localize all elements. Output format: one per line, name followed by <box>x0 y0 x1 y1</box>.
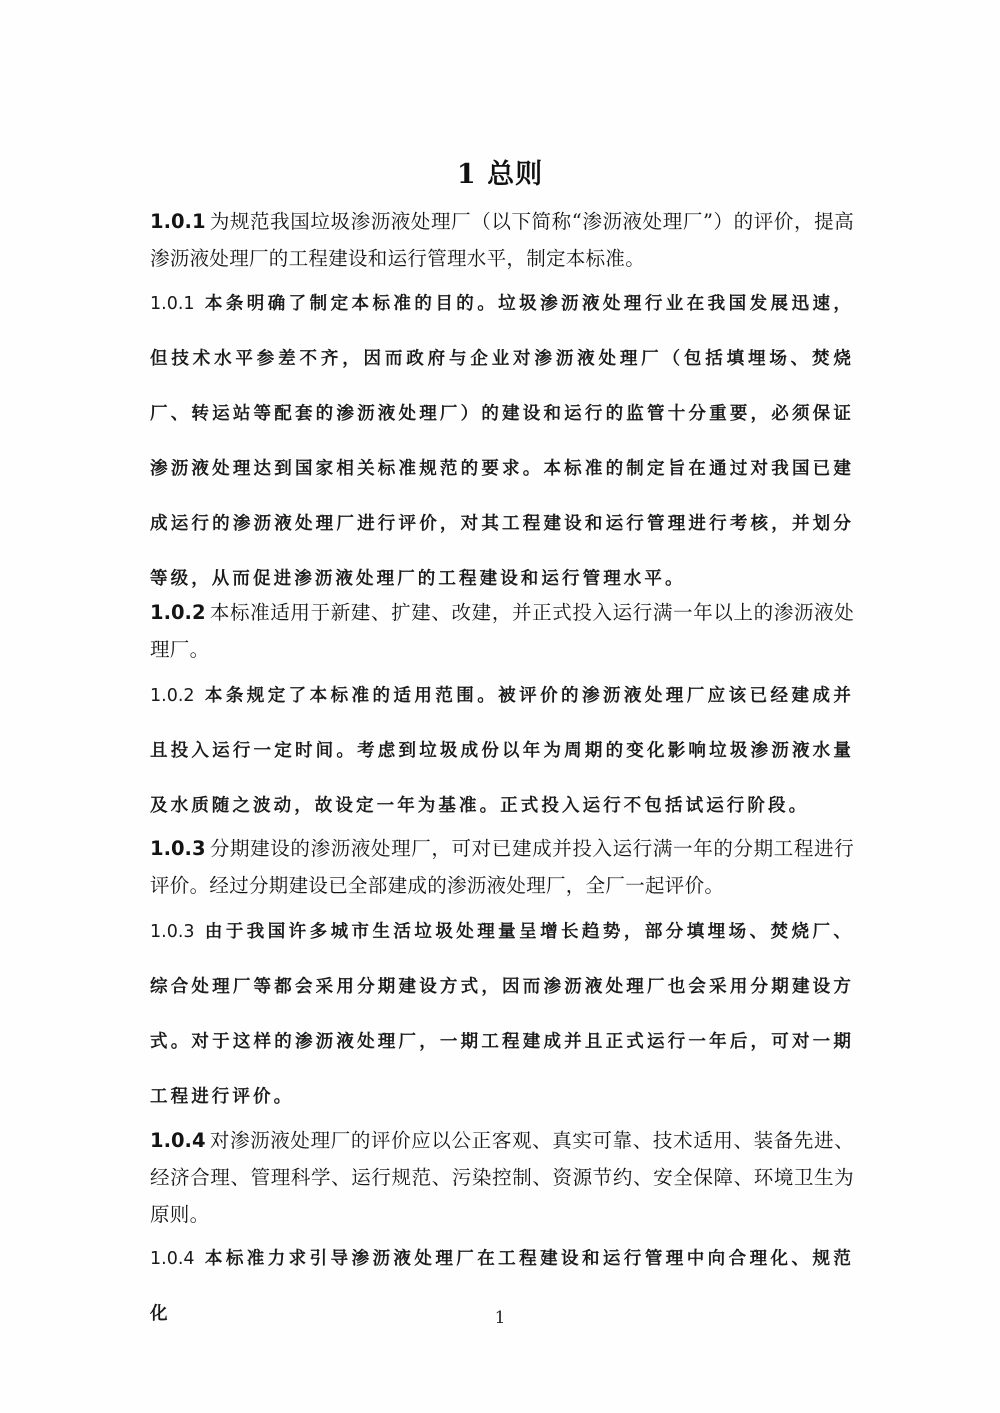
clause-text: 本标准适用于新建、扩建、改建，并正式投入运行满一年以上的渗沥液处理厂。 <box>150 601 854 661</box>
explanation-text: 由于我国许多城市生活垃圾处理量呈增长趋势，部分填埋场、焚烧厂、综合处理厂等都会采用分期建设方式，因而渗沥液处理厂也会采用分期建设方式。对于这样的渗沥液处理厂，一期工程建成并且正式运行一年后，可对一期工程进行评价。 <box>150 922 854 1107</box>
explanation-text: 本条明确了制定本标准的目的。垃圾渗沥液处理行业在我国发展迅速，但技术水平参差不齐，因而政府与企业对渗沥液处理厂（包括填埋场、焚烧厂、转运站等配套的渗沥液处理厂）的建设和运行的监管十分重要，必须保证渗沥液处理达到国家相关标准规范的要求。本标准的制定旨在通过对我国已建成运行的渗沥液处理厂进行评价，对其工程建设和运行管理进行考核，并划分等级，从而促进渗沥液处理厂的工程建设和运行管理水平。 <box>150 294 854 589</box>
explanation-number: 1.0.3 <box>150 922 195 942</box>
explanation-1-0-3 <box>150 905 854 1125</box>
clause-number: 1.0.2 <box>150 601 206 624</box>
clause-1-0-1 <box>150 203 854 277</box>
explanation-1-0-1 <box>150 277 854 607</box>
clause-1-0-4 <box>150 1122 854 1233</box>
clause-text: 为规范我国垃圾渗沥液处理厂（以下简称“渗沥液处理厂”）的评价，提高渗沥液处理厂的工程建设和运行管理水平，制定本标准。 <box>150 210 854 270</box>
clause-number: 1.0.3 <box>150 837 206 860</box>
clause-text: 对渗沥液处理厂的评价应以公正客观、真实可靠、技术适用、装备先进、经济合理、管理科学、运行规范、污染控制、资源节约、安全保障、环境卫生为原则。 <box>150 1129 854 1226</box>
clause-1-0-2 <box>150 594 854 668</box>
explanation-number: 1.0.4 <box>150 1249 195 1269</box>
explanation-text: 本标准力求引导渗沥液处理厂在工程建设和运行管理中向合理化、规范化 <box>150 1249 854 1324</box>
explanation-number: 1.0.2 <box>150 686 195 706</box>
page-number: 1 <box>494 1308 506 1328</box>
clause-1-0-3 <box>150 830 854 904</box>
explanation-number: 1.0.1 <box>150 294 195 314</box>
chapter-title: 1 总则 <box>456 159 544 190</box>
explanation-text: 本条规定了本标准的适用范围。被评价的渗沥液处理厂应该已经建成并且投入运行一定时间。考虑到垃圾成份以年为周期的变化影响垃圾渗沥液水量及水质随之波动，故设定一年为基准。正式投入运行不包括试运行阶段。 <box>150 686 854 816</box>
clause-number: 1.0.4 <box>150 1129 206 1152</box>
explanation-1-0-2 <box>150 669 854 834</box>
clause-text: 分期建设的渗沥液处理厂，可对已建成并投入运行满一年的分期工程进行评价。经过分期建设已全部建成的渗沥液处理厂，全厂一起评价。 <box>150 837 854 897</box>
clause-number: 1.0.1 <box>150 210 206 233</box>
